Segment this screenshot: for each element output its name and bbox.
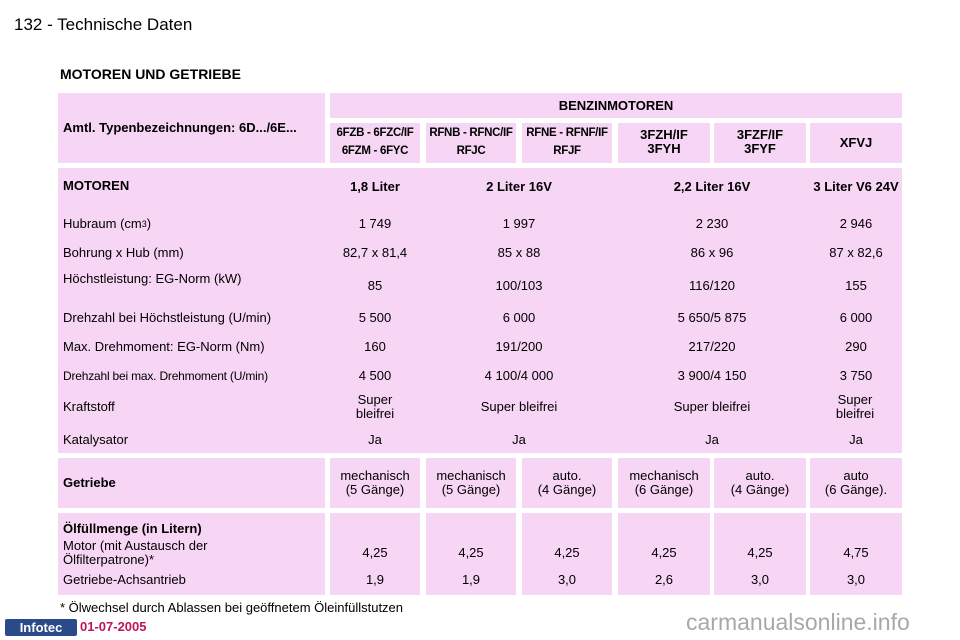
code-line2-2: RFJF: [553, 144, 581, 157]
getriebe-line1-1: mechanisch: [436, 468, 506, 483]
row-label-4: [63, 337, 325, 357]
row-2-value-2: 116/120: [688, 278, 736, 293]
row-label-5: [63, 366, 325, 386]
row-4-value-3: 290: [845, 339, 867, 354]
row-label-text: Drehzahl bei max. Drehmoment (U/min): [63, 369, 268, 383]
gearbox-oil-3: 2,6: [654, 572, 674, 587]
row-6-value-3: Super bleifrei: [835, 392, 875, 421]
row-label-6: [63, 393, 325, 421]
row-label-7: [63, 430, 325, 450]
motor-oil-1: 4,25: [458, 545, 484, 560]
getriebe-line2-0: (5 Gänge): [345, 482, 405, 497]
infotec-logo: Infotec: [5, 619, 77, 636]
row-label-text: Katalysator: [63, 432, 129, 447]
row-6-value-1: Super bleifrei: [480, 399, 558, 414]
code-line2-0: 6FZM - 6FYC: [341, 144, 409, 157]
row-label-2: [63, 272, 325, 286]
row-0-value-3: 2 946: [839, 216, 873, 231]
row-6-value-2: Super bleifrei: [673, 399, 751, 414]
row-7-value-2: Ja: [705, 432, 719, 447]
page-title: 132 - Technische Daten: [14, 15, 193, 34]
section-title: MOTOREN UND GETRIEBE: [60, 66, 241, 82]
row-6-value-0: Super bleifrei: [355, 392, 395, 421]
gearbox-oil-label: Getriebe-Achsantrieb: [63, 572, 186, 587]
oil-label: Ölfüllmenge (in Litern): [63, 521, 202, 536]
row-label-text: Max. Drehmoment: EG-Norm (Nm): [63, 339, 265, 354]
footnote: * Ölwechsel durch Ablassen bei geöffnetem Öleinfüllstutzen: [60, 600, 404, 615]
row-7-value-0: Ja: [368, 432, 382, 447]
getriebe-line1-0: mechanisch: [340, 468, 410, 483]
row-label-3: [63, 308, 325, 328]
code-line1-3: 3FZH/IF: [640, 127, 688, 142]
row-4-value-1: 191/200: [495, 339, 543, 354]
gearbox-oil-1: 1,9: [461, 572, 481, 587]
row-4-value-0: 160: [364, 339, 386, 354]
getriebe-line1-2: auto.: [552, 468, 582, 483]
code-line1-1: RFNB - RFNC/IF: [429, 126, 513, 139]
typ-label: Amtl. Typenbezeichnungen: 6D.../6E...: [63, 120, 297, 135]
motor-oil-0: 4,25: [362, 545, 388, 560]
row-label-suffix: ): [146, 216, 152, 231]
code-line2-1: RFJC: [456, 144, 486, 157]
row-3-value-1: 6 000: [502, 310, 536, 325]
row-label-text: Bohrung x Hub (mm): [63, 245, 184, 260]
getriebe-line1-4: auto.: [745, 468, 775, 483]
row-3-value-3: 6 000: [839, 310, 873, 325]
engine-0: 1,8 Liter: [350, 179, 400, 194]
row-label-text: Kraftstoff: [63, 399, 115, 414]
row-label-1: [63, 243, 325, 263]
row-4-value-2: 217/220: [688, 339, 736, 354]
gearbox-oil-4: 3,0: [750, 572, 770, 587]
motor-oil-label: Motor (mit Austausch der Ölfilterpatrone)*: [63, 538, 208, 567]
motoren-label: MOTOREN: [63, 178, 130, 193]
benzin-header: BENZINMOTOREN: [558, 97, 674, 113]
getriebe-line2-4: (4 Gänge): [730, 482, 790, 497]
row-0-value-2: 2 230: [695, 216, 729, 231]
edition-date: 01-07-2005: [80, 619, 147, 634]
row-5-value-1: 4 100/4 000: [484, 368, 554, 383]
code-line1-0: 6FZB - 6FZC/IF: [336, 126, 414, 139]
row-label-text: Hubraum (cm: [63, 216, 142, 231]
getriebe-line1-5: auto: [843, 468, 869, 483]
row-label-0: [63, 214, 325, 234]
getriebe-line2-5: (6 Gänge).: [824, 482, 888, 497]
code-line2-4: 3FYF: [744, 141, 776, 156]
row-label-superscript: 3: [141, 219, 147, 229]
row-label-text: Höchstleistung: EG-Norm (kW): [63, 271, 242, 286]
getriebe-line1-3: mechanisch: [629, 468, 699, 483]
row-1-value-1: 85 x 88: [497, 245, 541, 260]
row-1-value-2: 86 x 96: [690, 245, 734, 260]
code-line2-3: 3FYH: [647, 141, 681, 156]
row-7-value-1: Ja: [512, 432, 526, 447]
code-line1-5: XFVJ: [839, 135, 873, 150]
row-2-value-0: 85: [367, 278, 383, 293]
row-3-value-2: 5 650/5 875: [677, 310, 747, 325]
gearbox-oil-5: 3,0: [846, 572, 866, 587]
row-5-value-0: 4 500: [358, 368, 392, 383]
getriebe-line2-1: (5 Gänge): [441, 482, 501, 497]
gearbox-oil-2: 3,0: [557, 572, 577, 587]
code-line1-4: 3FZF/IF: [736, 127, 784, 142]
row-1-value-0: 82,7 x 81,4: [342, 245, 408, 260]
gearbox-oil-0: 1,9: [365, 572, 385, 587]
row-label-text: Drehzahl bei Höchstleistung (U/min): [63, 310, 272, 325]
row-0-value-1: 1 997: [502, 216, 536, 231]
engine-1: 2 Liter 16V: [486, 179, 552, 194]
row-7-value-3: Ja: [849, 432, 863, 447]
getriebe-line2-2: (4 Gänge): [537, 482, 597, 497]
row-5-value-2: 3 900/4 150: [677, 368, 747, 383]
watermark: carmanualsonline.info: [686, 609, 910, 635]
motor-oil-2: 4,25: [554, 545, 580, 560]
getriebe-label: Getriebe: [63, 475, 116, 490]
engine-2: 2,2 Liter 16V: [673, 179, 751, 194]
row-0-value-0: 1 749: [358, 216, 392, 231]
motor-oil-4: 4,25: [747, 545, 773, 560]
row-2-value-1: 100/103: [495, 278, 543, 293]
code-line1-2: RFNE - RFNF/IF: [526, 126, 608, 139]
motor-oil-3: 4,25: [651, 545, 677, 560]
engine-3: 3 Liter V6 24V: [813, 179, 899, 194]
motor-oil-5: 4,75: [843, 545, 869, 560]
row-5-value-3: 3 750: [839, 368, 873, 383]
row-3-value-0: 5 500: [358, 310, 392, 325]
getriebe-line2-3: (6 Gänge): [634, 482, 694, 497]
row-1-value-3: 87 x 82,6: [829, 245, 883, 260]
row-2-value-3: 155: [845, 278, 867, 293]
